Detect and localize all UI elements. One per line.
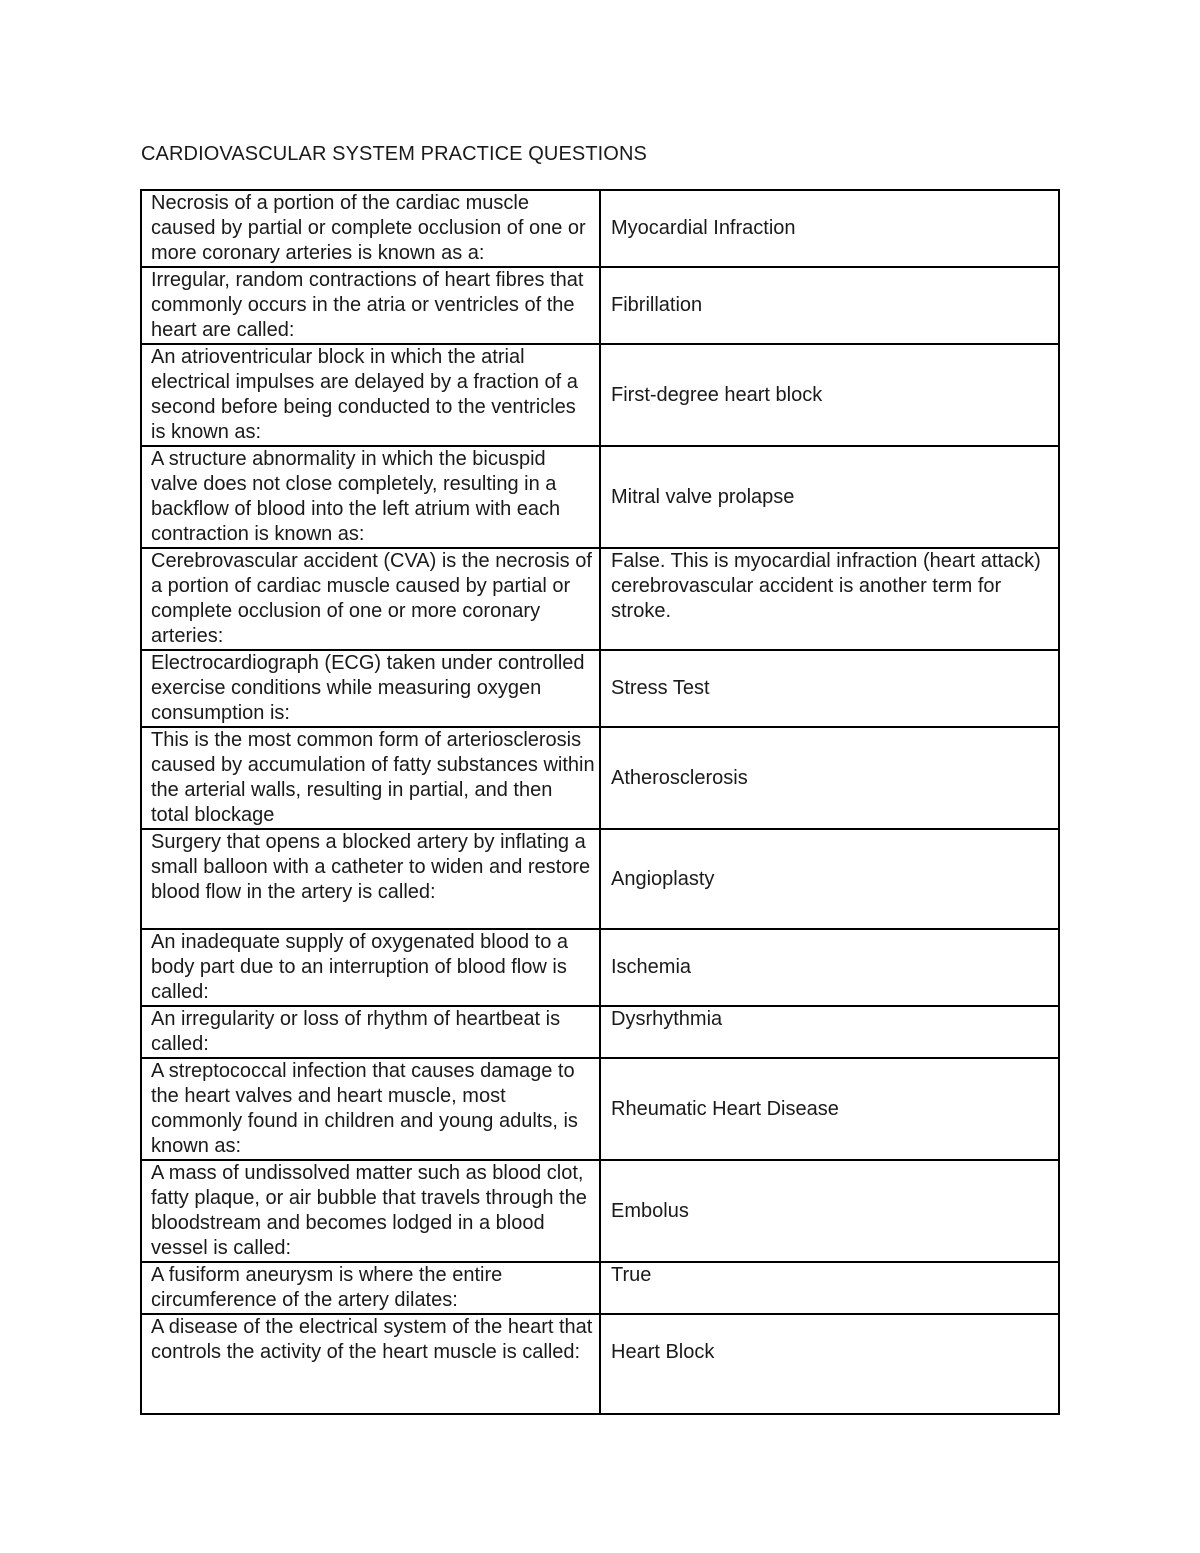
answer-cell: Heart Block	[600, 1314, 1059, 1414]
answer-cell: Stress Test	[600, 650, 1059, 727]
table-row	[141, 1160, 1059, 1262]
question-cell: An irregularity or loss of rhythm of heartbeat is called:	[141, 1006, 600, 1058]
answer-cell: Dysrhythmia	[600, 1006, 1059, 1058]
question-cell: A disease of the electrical system of the heart that controls the activity of the heart muscle is called:	[141, 1314, 600, 1414]
table-row	[141, 1262, 1059, 1314]
table-row	[141, 1314, 1059, 1414]
table-row	[141, 650, 1059, 727]
answer-cell: Angioplasty	[600, 829, 1059, 929]
question-cell: A streptococcal infection that causes damage to the heart valves and heart muscle, most commonly found in children and young adults, is known as:	[141, 1058, 600, 1160]
table-row	[141, 727, 1059, 829]
question-cell: Necrosis of a portion of the cardiac muscle caused by partial or complete occlusion of one or more coronary arteries is known as a:	[141, 190, 600, 267]
table-row	[141, 344, 1059, 446]
table-row	[141, 1006, 1059, 1058]
answer-cell: False. This is myocardial infraction (heart attack) cerebrovascular accident is another term for stroke.	[600, 548, 1059, 650]
table-row	[141, 548, 1059, 650]
answer-cell: Embolus	[600, 1160, 1059, 1262]
question-cell: A fusiform aneurysm is where the entire circumference of the artery dilates:	[141, 1262, 600, 1314]
question-cell: Electrocardiograph (ECG) taken under controlled exercise conditions while measuring oxygen consumption is:	[141, 650, 600, 727]
question-cell: Irregular, random contractions of heart fibres that commonly occurs in the atria or ventricles of the heart are called:	[141, 267, 600, 344]
answer-cell: True	[600, 1262, 1059, 1314]
question-cell: An atrioventricular block in which the atrial electrical impulses are delayed by a fraction of a second before being conducted to the ventricles is known as:	[141, 344, 600, 446]
answer-cell: Mitral valve prolapse	[600, 446, 1059, 548]
answer-cell: Atherosclerosis	[600, 727, 1059, 829]
answer-cell: Myocardial Infraction	[600, 190, 1059, 267]
question-cell: A structure abnormality in which the bicuspid valve does not close completely, resulting in a backflow of blood into the left atrium with each contraction is known as:	[141, 446, 600, 548]
question-answer-table	[140, 189, 1060, 1415]
answer-cell: Ischemia	[600, 929, 1059, 1006]
table-row	[141, 829, 1059, 929]
table-row	[141, 446, 1059, 548]
question-cell: An inadequate supply of oxygenated blood to a body part due to an interruption of blood flow is called:	[141, 929, 600, 1006]
document-title: CARDIOVASCULAR SYSTEM PRACTICE QUESTIONS	[141, 143, 647, 165]
question-cell: Surgery that opens a blocked artery by inflating a small balloon with a catheter to widen and restore blood flow in the artery is called:	[141, 829, 600, 929]
question-cell: This is the most common form of arteriosclerosis caused by accumulation of fatty substances within the arterial walls, resulting in partial, and then total blockage	[141, 727, 600, 829]
question-cell: Cerebrovascular accident (CVA) is the necrosis of a portion of cardiac muscle caused by partial or complete occlusion of one or more coronary arteries:	[141, 548, 600, 650]
table-row	[141, 1058, 1059, 1160]
table-row	[141, 190, 1059, 267]
answer-cell: First-degree heart block	[600, 344, 1059, 446]
question-cell: A mass of undissolved matter such as blood clot, fatty plaque, or air bubble that travels through the bloodstream and becomes lodged in a blood vessel is called:	[141, 1160, 600, 1262]
answer-cell: Rheumatic Heart Disease	[600, 1058, 1059, 1160]
answer-cell: Fibrillation	[600, 267, 1059, 344]
table-row	[141, 267, 1059, 344]
table-row	[141, 929, 1059, 1006]
